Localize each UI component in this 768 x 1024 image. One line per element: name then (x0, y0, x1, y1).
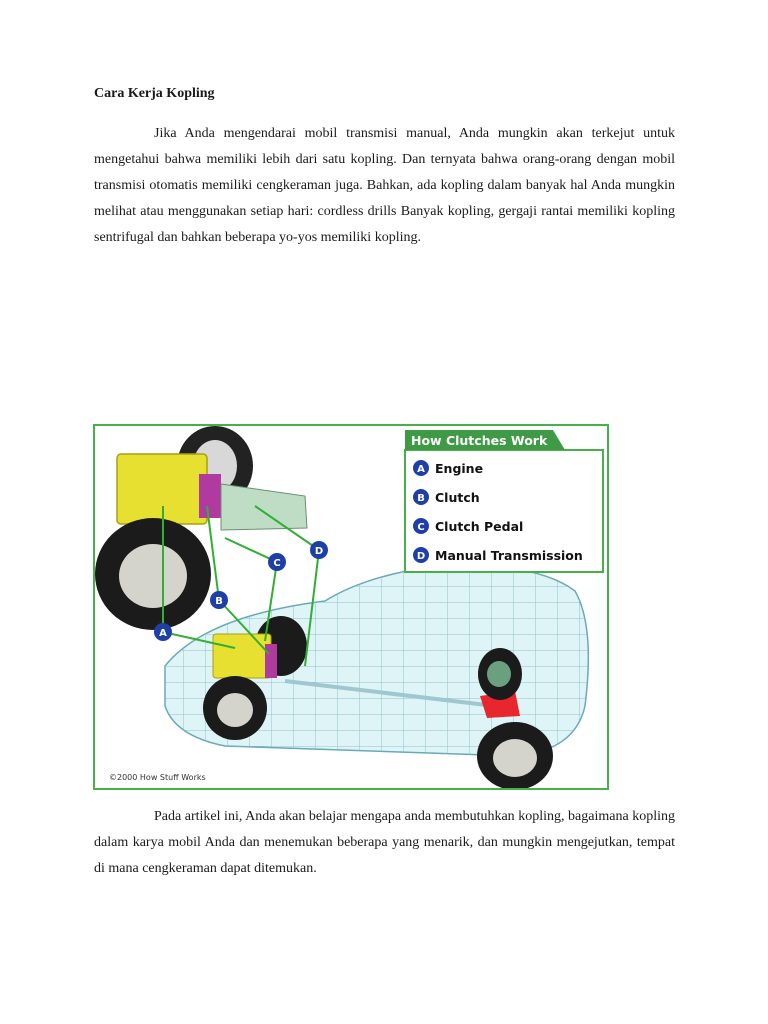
svg-text:C: C (273, 558, 281, 569)
paragraph-intro: Jika Anda mengendarai mobil transmisi manual, Anda mungkin akan terkejut untuk mengetahui bahwa memiliki lebih dari satu kopling. Dan ternyata bahwa orang-orang dengan mobil transmisi otomatis memiliki cengkeraman juga. Bahkan, ada kopling dalam banyak hal Anda mungkin melihat atau menggunakan setiap hari: cordless drills Banyak kopling, gergaji rantai memiliki kopling sentrifugal dan bahkan beberapa yo-yos memiliki kopling. (94, 126, 675, 245)
document-heading: Cara Kerja Kopling (94, 86, 215, 101)
svg-text:A: A (159, 628, 167, 639)
legend-box (405, 430, 603, 572)
clutch-diagram-figure (93, 424, 609, 790)
legend-item-manual-transmission: Manual Transmission (435, 548, 583, 563)
svg-text:B: B (215, 596, 223, 607)
badge-d-callout (310, 541, 328, 559)
badge-b-callout (210, 591, 228, 609)
legend-item-clutch: Clutch (435, 490, 480, 505)
paragraph-article: Pada artikel ini, Anda akan belajar mengapa anda membutuhkan kopling, bagaimana kopling dalam karya mobil Anda dan menemukan beberapa yang menarik, dan mungkin mengejutkan, tempat di mana cengkeraman dapat ditemukan. (94, 809, 675, 876)
legend-item-clutch-pedal: Clutch Pedal (435, 519, 524, 534)
svg-text:B: B (417, 493, 425, 504)
engine-detail-illustration (95, 426, 307, 630)
svg-text:C: C (417, 522, 425, 533)
legend-title: How Clutches Work (411, 433, 548, 448)
legend-item-engine: Engine (435, 461, 484, 476)
svg-text:A: A (417, 464, 425, 475)
copyright-text: ©2000 How Stuff Works (109, 773, 206, 782)
badge-a-callout (154, 623, 172, 641)
svg-text:D: D (314, 546, 324, 557)
badge-c-callout (268, 553, 286, 571)
svg-text:D: D (416, 551, 426, 562)
